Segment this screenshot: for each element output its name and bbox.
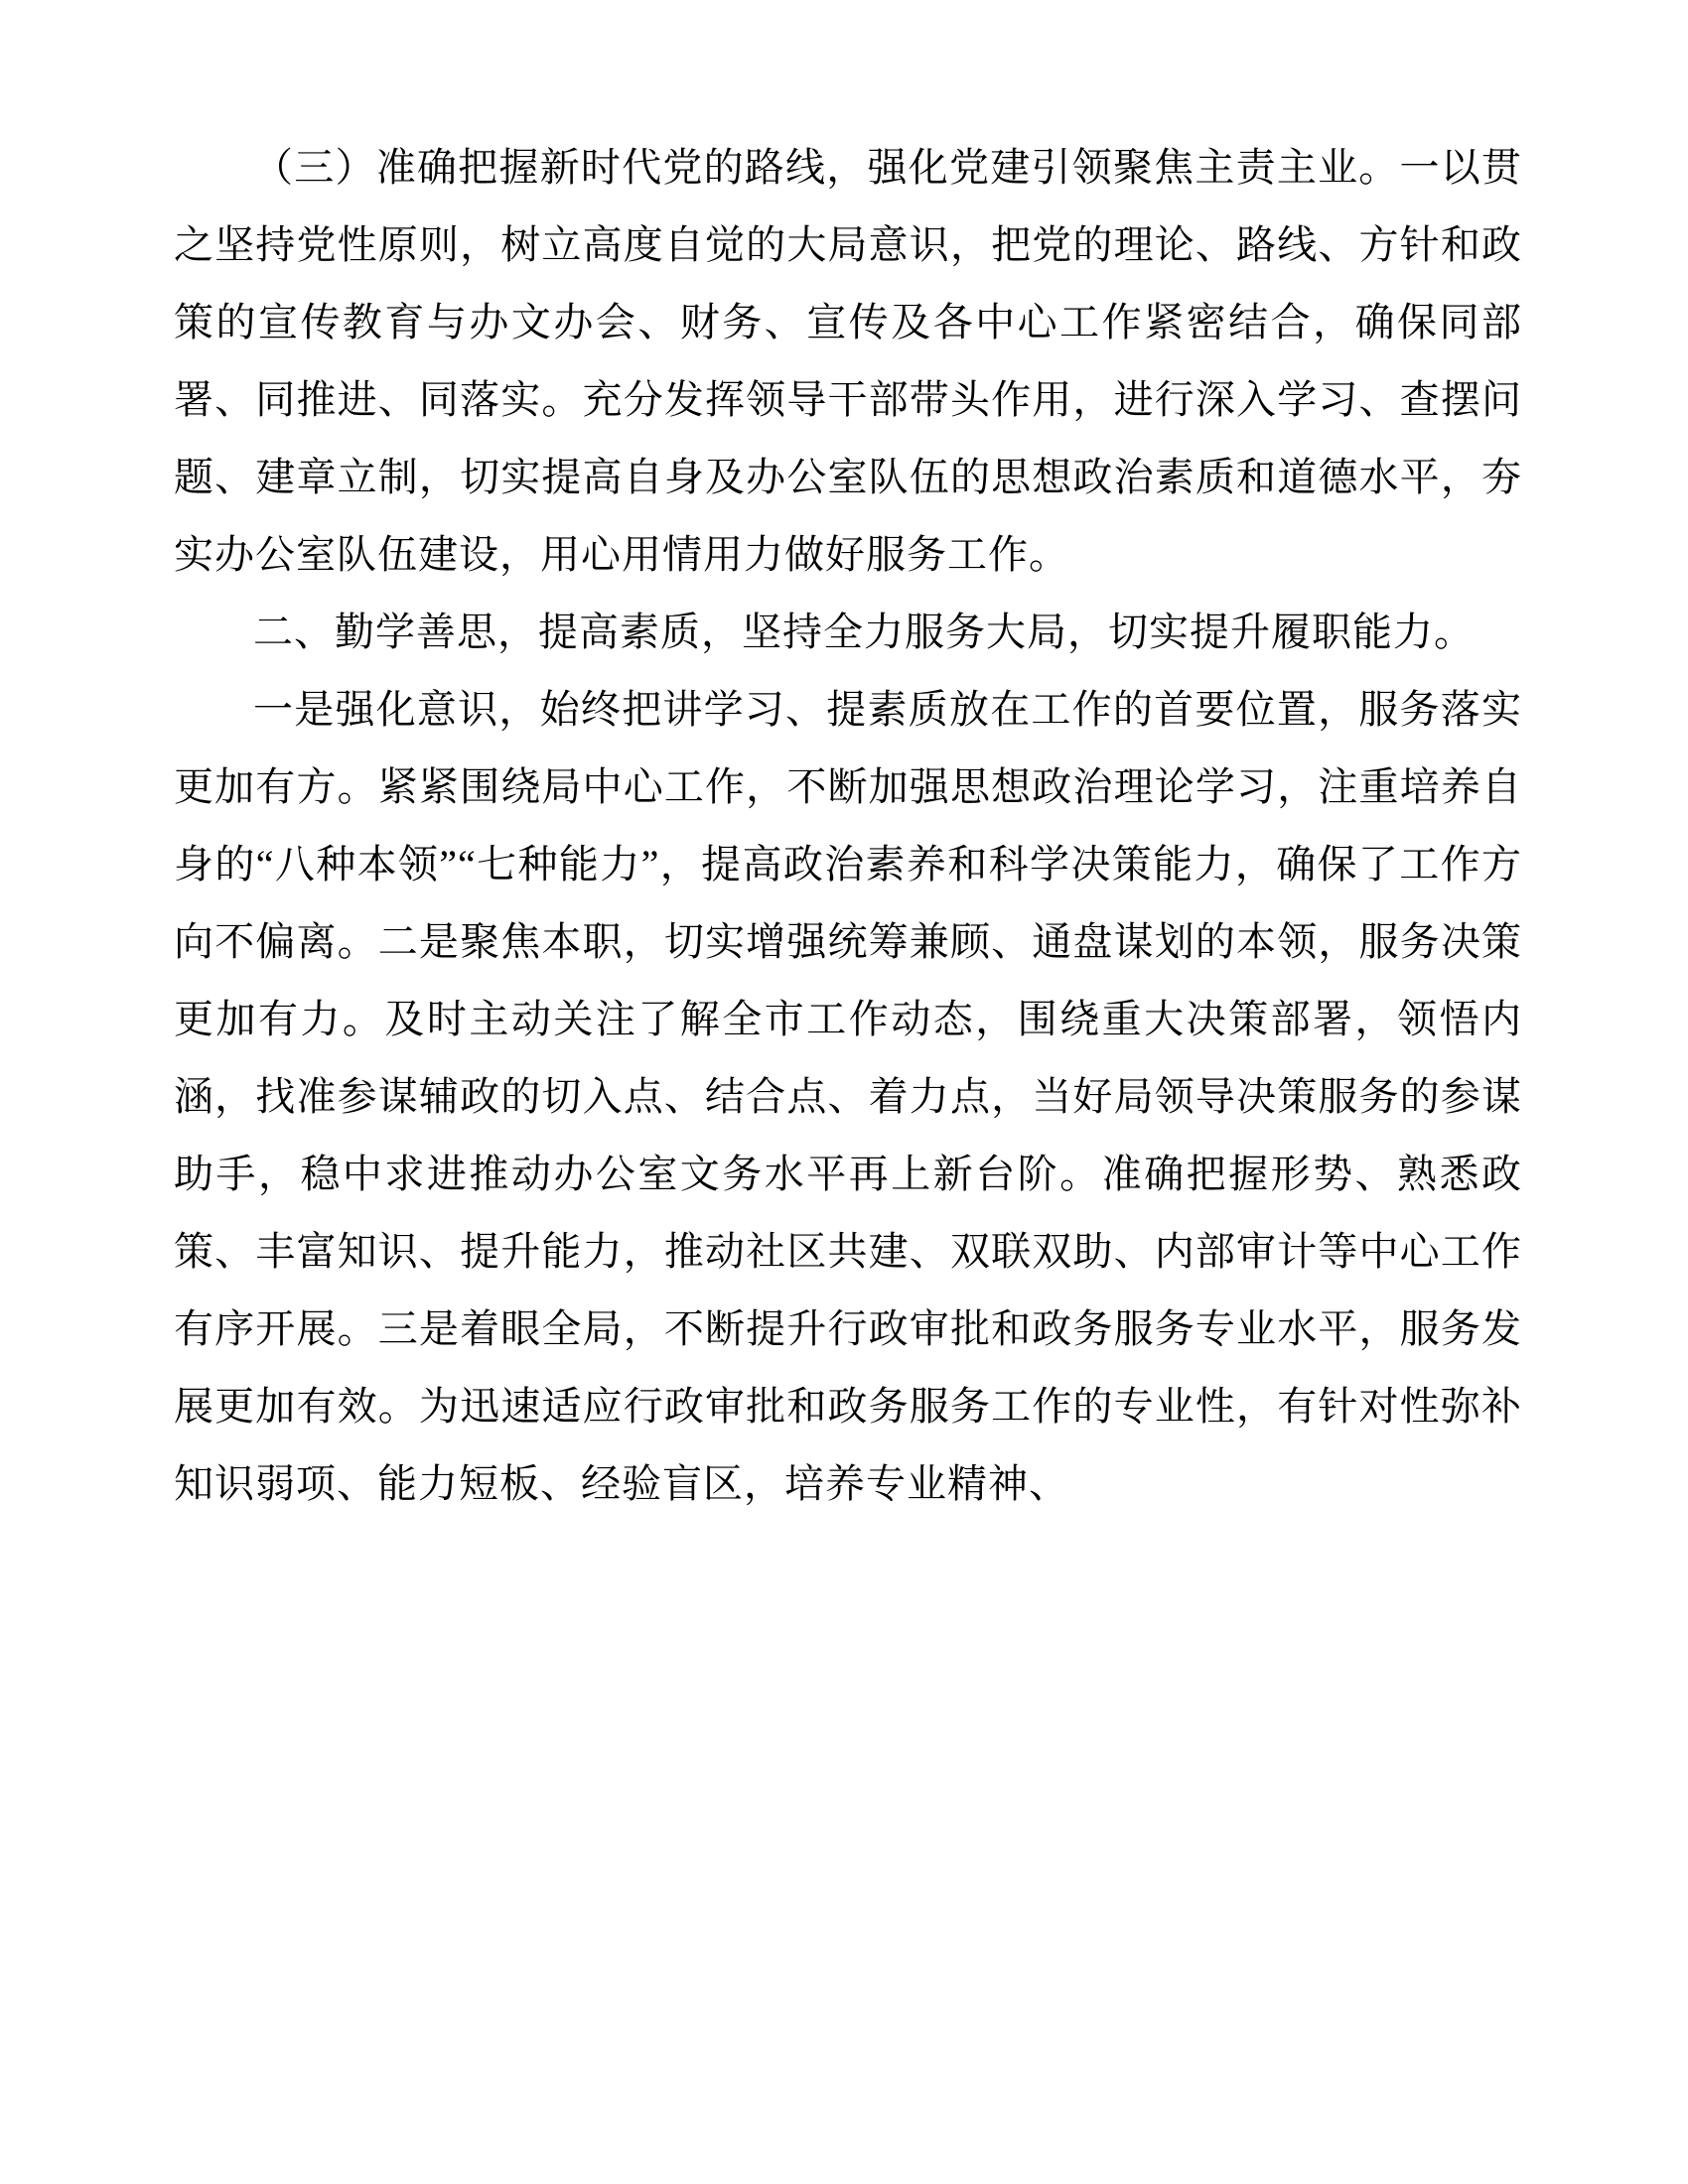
heading-section-two: 二、勤学善思，提高素质，坚持全力服务大局，切实提升履职能力。 [253,610,1475,654]
paragraph-section-three: （三）准确把握新时代党的路线，强化党建引领聚焦主责主业。一以贯之坚持党性原则，树立高度自觉的大局意识，把党的理论、路线、方针和政策的宣传教育与办文办会、财务、宣传及各中心工作紧密结合，确保同部署、同推进、同落实。充分发挥领导干部带头作用，进行深入学习、查摆问题、建章立制，切实提高自身及办公室队伍的思想政治素质和道德水平，夯实办公室队伍建设，用心用情用力做好服务工作。 [174,145,1522,577]
paragraph-body-points: 一是强化意识，始终把讲学习、提素质放在工作的首要位置，服务落实更加有方。紧紧围绕局中心工作，不断加强思想政治理论学习，注重培养自身的“八种本领”“七种能力”，提高政治素养和科学决策能力，确保了工作方向不偏离。二是聚焦本职，切实增强统筹兼顾、通盘谋划的本领，服务决策更加有力。及时主动关注了解全市工作动态，围绕重大决策部署，领悟内涵，找准参谋辅政的切入点、结合点、着力点，当好局领导决策服务的参谋助手，稳中求进推动办公室文务水平再上新台阶。准确把握形势、熟悉政策、丰富知识、提升能力，推动社区共建、双联双助、内部审计等中心工作有序开展。三是着眼全局，不断提升行政审批和政务服务专业水平，服务发展更加有效。为迅速适应行政审批和政务服务工作的专业性，有针对性弥补知识弱项、能力短板、经验盲区，培养专业精神、 [174,687,1522,1506]
document-content [174,129,1522,1523]
